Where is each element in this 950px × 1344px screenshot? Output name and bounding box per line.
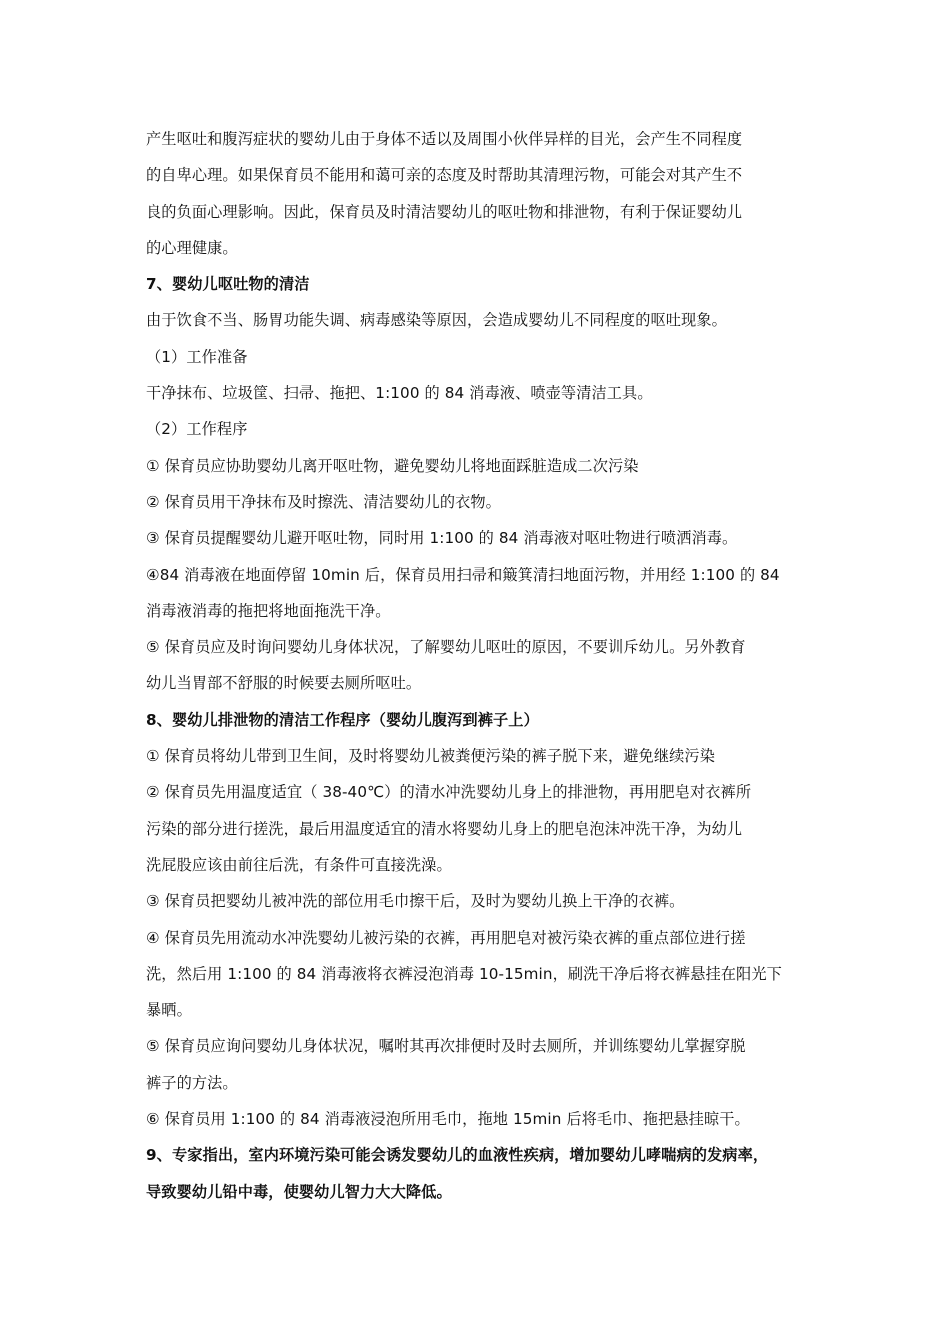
list-item-continuation: 裤子的方法。 [146, 1073, 238, 1092]
list-item-continuation: 消毒液消毒的拖把将地面拖洗干净。 [146, 601, 391, 620]
subheading-preparation: （1）工作准备 [146, 347, 248, 366]
document-body [146, 121, 818, 1210]
paragraph-line: 干净抹布、垃圾筐、扫帚、拖把、1:100 的 84 消毒液、喷壶等清洁工具。 [146, 384, 653, 403]
subheading-procedure: （2）工作程序 [146, 420, 248, 439]
section-heading-8: 8、婴幼儿排泄物的清洁工作程序（婴幼儿腹泻到裤子上） [146, 710, 539, 729]
list-item: ① 保育员应协助婴幼儿离开呕吐物，避免婴幼儿将地面踩脏造成二次污染 [146, 456, 639, 475]
list-item: ⑤ 保育员应及时询问婴幼儿身体状况，了解婴幼儿呕吐的原因，不要训斥幼儿。另外教育 [146, 638, 746, 657]
list-item: ④84 消毒液在地面停留 10min 后，保育员用扫帚和簸箕清扫地面污物，并用经 1:100 的 84 [146, 565, 780, 584]
paragraph-line: 良的负面心理影响。因此，保育员及时清洁婴幼儿的呕吐物和排泄物，有利于保证婴幼儿 [146, 202, 743, 221]
list-item-continuation: 污染的部分进行搓洗，最后用温度适宜的清水将婴幼儿身上的肥皂泡沫冲洗干净，为幼儿 [146, 819, 743, 838]
list-item: ⑥ 保育员用 1:100 的 84 消毒液浸泡所用毛巾，拖地 15min 后将毛巾、拖把悬挂晾干。 [146, 1110, 750, 1129]
paragraph-line: 的心理健康。 [146, 238, 238, 257]
section-heading-7: 7、婴幼儿呕吐物的清洁 [146, 275, 310, 294]
list-item: ③ 保育员提醒婴幼儿避开呕吐物，同时用 1:100 的 84 消毒液对呕吐物进行喷洒消毒。 [146, 529, 738, 548]
list-item: ② 保育员用干净抹布及时擦洗、清洁婴幼儿的衣物。 [146, 492, 501, 511]
section-heading-9: 9、专家指出，室内环境污染可能会诱发婴幼儿的血液性疾病，增加婴幼儿哮喘病的发病率， [146, 1146, 769, 1165]
paragraph-line: 的自卑心理。如果保育员不能用和蔼可亲的态度及时帮助其清理污物，可能会对其产生不 [146, 166, 743, 185]
list-item: ② 保育员先用温度适宜（ 38-40℃）的清水冲洗婴幼儿身上的排泄物，再用肥皂对衣裤所 [146, 783, 752, 802]
list-item: ④ 保育员先用流动水冲洗婴幼儿被污染的衣裤，再用肥皂对被污染衣裤的重点部位进行搓 [146, 928, 746, 947]
list-item-continuation: 幼儿当胃部不舒服的时候要去厕所呕吐。 [146, 674, 422, 693]
list-item-continuation: 暴晒。 [146, 1001, 192, 1020]
list-item-continuation: 洗，然后用 1:100 的 84 消毒液将衣裤浸泡消毒 10-15min，刷洗干净后将衣裤悬挂在阳光下 [146, 964, 782, 983]
list-item: ⑤ 保育员应询问婴幼儿身体状况，嘱咐其再次排便时及时去厕所，并训练婴幼儿掌握穿脱 [146, 1037, 746, 1056]
paragraph-line: 由于饮食不当、肠胃功能失调、病毒感染等原因，会造成婴幼儿不同程度的呕吐现象。 [146, 311, 727, 330]
list-item-continuation: 洗屁股应该由前往后洗，有条件可直接洗澡。 [146, 855, 452, 874]
section-heading-9-continuation: 导致婴幼儿铅中毒，使婴幼儿智力大大降低。 [146, 1182, 452, 1201]
list-item: ① 保育员将幼儿带到卫生间，及时将婴幼儿被粪便污染的裤子脱下来，避免继续污染 [146, 747, 715, 766]
paragraph-line: 产生呕吐和腹泻症状的婴幼儿由于身体不适以及周围小伙伴异样的目光，会产生不同程度 [146, 130, 743, 148]
list-item: ③ 保育员把婴幼儿被冲洗的部位用毛巾擦干后，及时为婴幼儿换上干净的衣裤。 [146, 892, 685, 911]
